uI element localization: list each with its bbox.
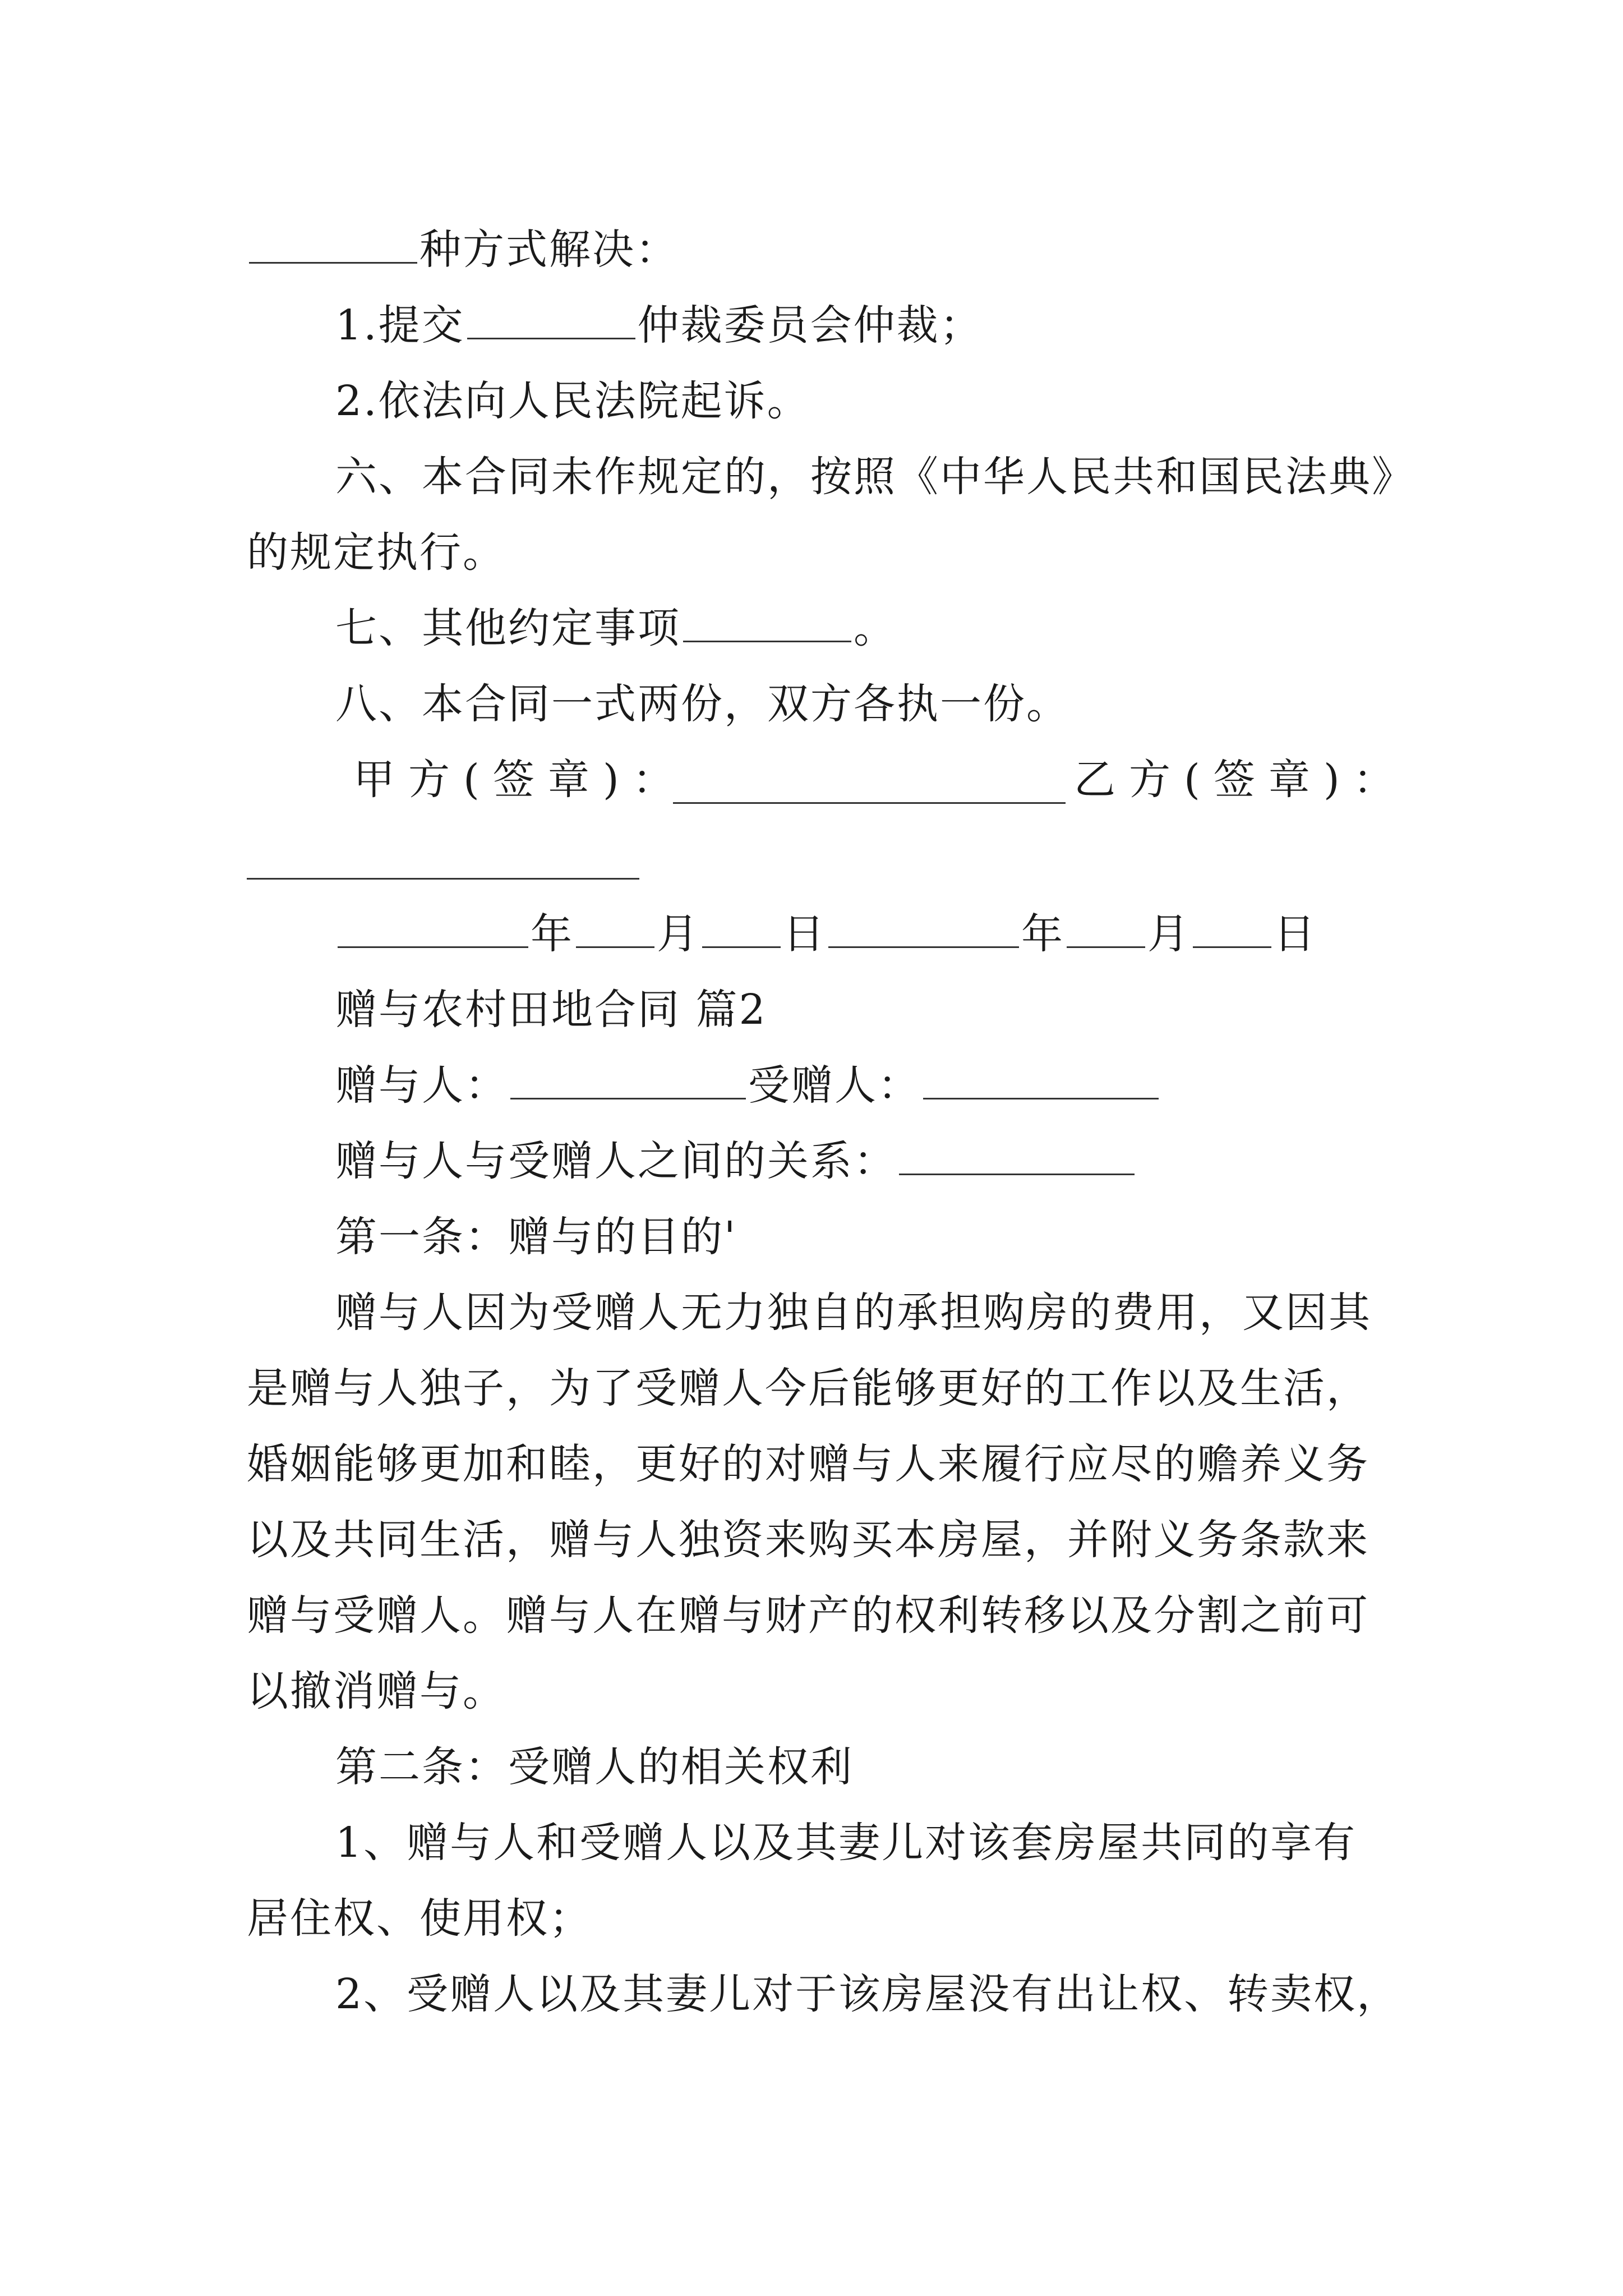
donor-blank bbox=[510, 1059, 746, 1099]
party-a-signature-blank bbox=[673, 802, 1066, 804]
year-blank bbox=[338, 907, 528, 948]
year-blank bbox=[828, 907, 1019, 948]
line-text: 赠与人因为受赠人无力独自的承担购房的费用，又因其 bbox=[335, 1289, 1372, 1337]
relationship-blank bbox=[899, 1134, 1135, 1175]
text-line bbox=[335, 600, 897, 656]
text-line bbox=[247, 524, 506, 581]
text-line bbox=[335, 1133, 1137, 1189]
text-line bbox=[335, 373, 810, 429]
line-text: 种方式解决： bbox=[419, 226, 679, 274]
line-text: 七、其他约定事项 bbox=[335, 604, 681, 652]
line-text: 第二条：受赠人的相关权利 bbox=[335, 1743, 854, 1791]
text-line bbox=[247, 1436, 1370, 1492]
line-text: 。 bbox=[854, 604, 897, 652]
fill-blank bbox=[249, 223, 417, 264]
date-line bbox=[335, 906, 1317, 962]
signature-line bbox=[1074, 752, 1408, 808]
day-blank bbox=[1193, 907, 1271, 948]
text-line bbox=[247, 222, 679, 278]
text-line bbox=[247, 1663, 506, 1719]
line-text: 第一条：赠与的目的' bbox=[335, 1213, 737, 1261]
day-label: 日 bbox=[1274, 910, 1317, 958]
donee-label: 受赠人： bbox=[748, 1061, 921, 1110]
line-text: 赠与受赠人。赠与人在赠与财产的权利转移以及分割之前可 bbox=[247, 1591, 1370, 1640]
text-line bbox=[335, 1285, 1372, 1341]
text-line bbox=[335, 449, 1415, 505]
party-a-label: 甲方(签章)： bbox=[353, 756, 688, 804]
signature-line bbox=[353, 752, 688, 808]
line-text: 1、赠与人和受赠人以及其妻儿对该套房屋共同的享有 bbox=[335, 1819, 1357, 1867]
line-text: 的规定执行。 bbox=[247, 528, 506, 577]
year-label: 年 bbox=[531, 910, 574, 958]
day-label: 日 bbox=[783, 910, 826, 958]
line-text: 2、受赠人以及其妻儿对于该房屋没有出让权、转卖权， bbox=[335, 1970, 1400, 2018]
text-line bbox=[247, 1512, 1370, 1568]
section-heading bbox=[335, 982, 767, 1038]
text-line bbox=[335, 1057, 1161, 1114]
month-blank bbox=[576, 907, 654, 948]
line-text: 仲裁委员会仲裁； bbox=[637, 301, 983, 349]
text-line bbox=[335, 1815, 1357, 1871]
text-line bbox=[247, 1588, 1370, 1644]
line-text: 八、本合同一式两份，双方各执一份。 bbox=[335, 680, 1069, 728]
text-line bbox=[247, 1360, 1370, 1416]
donee-blank bbox=[923, 1059, 1159, 1099]
donor-label: 赠与人： bbox=[335, 1061, 508, 1110]
party-b-label: 乙方(签章)： bbox=[1074, 756, 1408, 804]
line-text: 是赠与人独子，为了受赠人今后能够更好的工作以及生活， bbox=[247, 1364, 1370, 1412]
party-b-signature-blank bbox=[247, 878, 639, 880]
fill-blank bbox=[467, 298, 635, 339]
text-line bbox=[335, 1966, 1400, 2022]
line-text: 六、本合同未作规定的，按照《中华人民共和国民法典》 bbox=[335, 453, 1415, 501]
article-heading bbox=[335, 1209, 737, 1265]
line-text: 婚姻能够更加和睦，更好的对赠与人来履行应尽的赡养义务 bbox=[247, 1440, 1370, 1488]
text-line bbox=[247, 1890, 592, 1947]
article-heading bbox=[335, 1739, 854, 1795]
line-text: 以撤消赠与。 bbox=[247, 1667, 506, 1715]
line-text: 赠与人与受赠人之间的关系： bbox=[335, 1137, 897, 1185]
day-blank bbox=[702, 907, 781, 948]
text-line bbox=[335, 676, 1069, 732]
line-text: 2.依法向人民法院起诉。 bbox=[335, 377, 810, 425]
year-label: 年 bbox=[1021, 910, 1064, 958]
line-text: 以及共同生活，赠与人独资来购买本房屋，并附义务条款来 bbox=[247, 1516, 1370, 1564]
line-text: 居住权、使用权； bbox=[247, 1894, 592, 1943]
line-text: 1.提交 bbox=[335, 301, 465, 349]
month-label: 月 bbox=[657, 910, 700, 958]
fill-blank bbox=[683, 601, 851, 642]
month-blank bbox=[1067, 907, 1145, 948]
text-line bbox=[335, 297, 983, 353]
month-label: 月 bbox=[1147, 910, 1191, 958]
line-text: 赠与农村田地合同 篇2 bbox=[335, 986, 767, 1034]
